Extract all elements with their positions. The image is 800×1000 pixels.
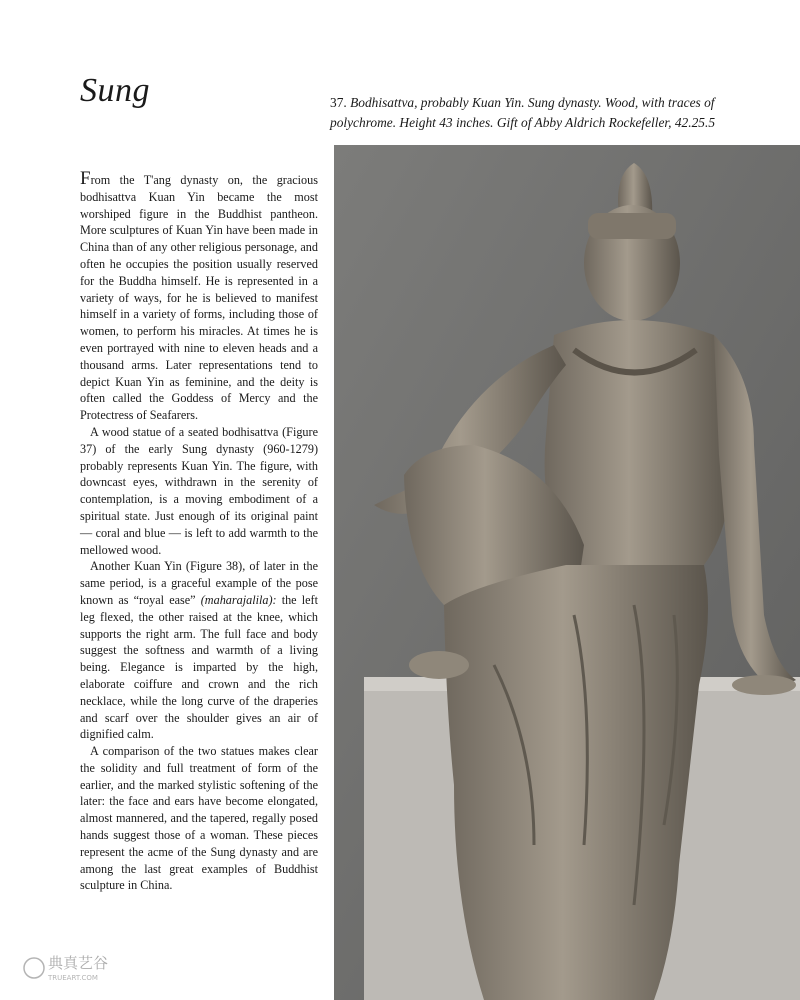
paragraph-2: A wood statue of a seated bodhisattva (Figure 37) of the early Sung dynasty (960-1279) probably represents Kuan Yin. The figure, with downcast eyes, withdrawn in the serenity of contemplation, is a moving embodiment of a spiritual state. Just enough of its original paint — coral and blue — is left to add warmth to the mellowed wood. [80,424,318,557]
paragraph-3 [80,558,318,743]
caption-text: Bodhisattva, probably Kuan Yin. Sung dynasty. Wood, with traces of polychrome. Height 43 inches. Gift of Abby Aldrich Rockefeller, 42.25.5 [330,95,716,130]
statue-headband [588,213,676,239]
statue-foot-left [409,651,469,679]
paragraph-3-text-a: Another Kuan Yin (Figure 38), of later in the same period, is a graceful example of the pose known as “royal ease” [80,559,318,607]
figure-caption [330,93,730,133]
caption-number: 37. [330,95,347,110]
article-body [80,168,318,894]
bodhisattva-photograph [334,145,800,1000]
watermark-logo-icon [22,948,132,988]
page-heading: Sung [80,72,150,109]
statue-illustration [334,145,800,1000]
statue-foot-right [732,675,796,695]
drop-cap: F [80,168,91,189]
watermark [22,948,132,988]
paragraph-4: A comparison of the two statues makes clear the solidity and full treatment of form of the earlier, and the marked stylistic softening of the later: the face and ears have become elongated, almost mannered, and the tapered, regally posed hands suggest those of a woman. These pieces represent the acme of the Sung dynasty and are among the last great examples of Buddhist sculpture in China. [80,744,318,893]
paragraph-3-term: (maharajalila): [200,592,277,607]
paragraph-3-text-b: the left leg flexed, the other raised at the knee, which supports the right arm. The full face and body suggest the softness and warmth of a living being. Elegance is imparted by the high, elaborate coiffure and crown and the rich necklace, while the long curve of the draperies and scarf over the shoulder gives an air of dignified calm. [80,592,318,742]
paragraph-1 [80,168,318,424]
watermark-en: TRUEART.COM [48,974,98,982]
watermark-cn: 典真艺谷 [48,954,109,972]
paragraph-1-text: rom the T'ang dynasty on, the gracious bodhisattva Kuan Yin became the most worshiped figure in the Buddhist pantheon. More sculptures of Kuan Yin have been made in China than of any other religious personage, and often he occupies the position usually reserved for the Buddha himself. He is represented in a variety of ways, for he is believed to manifest himself in a variety of forms, including those of women, to perform his miracles. At times he is even portrayed with nine to eleven heads and a thousand arms. Later representations tend to depict Kuan Yin as feminine, and the deity is often called the Goddess of Mercy and the Protectress of Seafarers. [80,173,318,423]
